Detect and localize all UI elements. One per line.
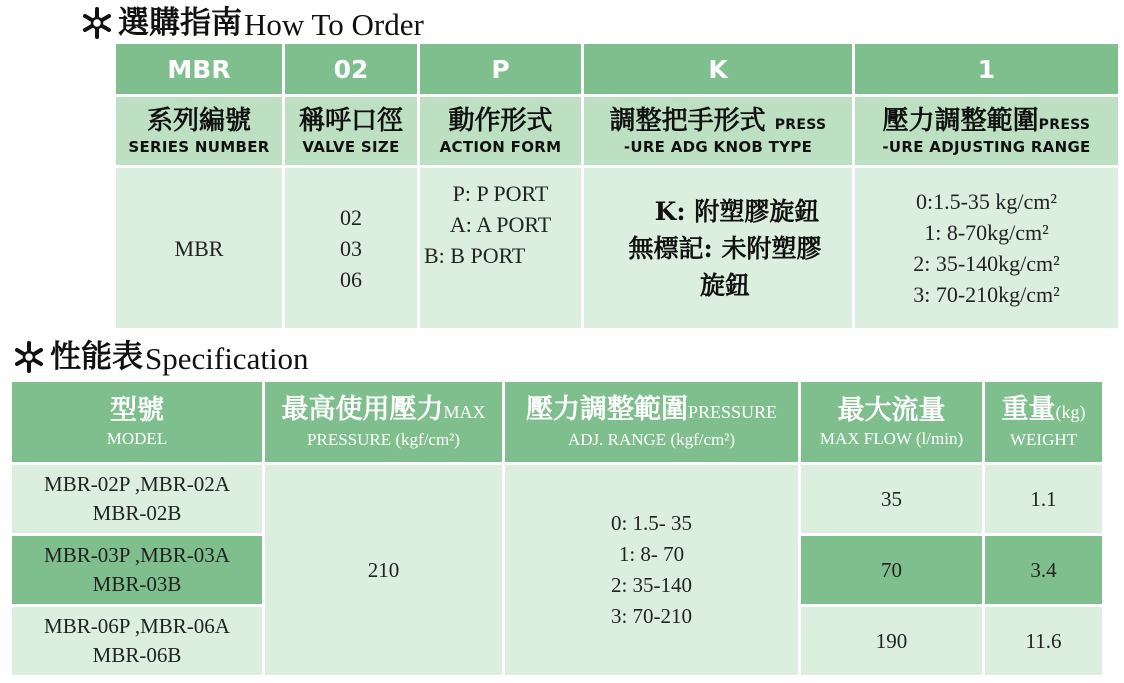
size-item: 03 [340, 235, 362, 261]
knob-item: 旋鈕 [699, 270, 750, 300]
header-pressure [855, 97, 1121, 168]
model-cell [12, 536, 265, 607]
pressure-item: 0:1.5-35 kg/cm² [915, 189, 1058, 214]
header-series-zh: 系列編號 [146, 106, 251, 136]
spec-title-en: Specification [145, 341, 309, 376]
pressure-item: 1: 8-70kg/cm² [924, 220, 1049, 245]
table-row [12, 465, 1105, 536]
model-cell [12, 607, 265, 678]
spec-header-max-pressure-en-inline: MAX [443, 402, 486, 422]
action-item: A: A PORT [449, 212, 552, 237]
model-line: MBR-02B [92, 501, 182, 525]
spec-header-adj-range-en-inline: PRESSURE [687, 402, 778, 422]
code-pressure: 1 [855, 44, 1121, 97]
header-knob-en: -URE ADG KNOB TYPE [623, 138, 813, 156]
knob-item: K: 附塑膠旋鈕 [654, 196, 820, 226]
header-knob [584, 97, 855, 168]
pressure-item: 2: 35-140kg/cm² [913, 251, 1060, 276]
weight-cell: 3.4 [985, 536, 1105, 607]
order-body-row [116, 168, 1121, 331]
spec-header-adj-range-en: ADJ. RANGE (kgf/cm²) [567, 430, 736, 449]
header-size-en: VALVE SIZE [302, 138, 400, 156]
order-table [116, 44, 1121, 331]
spec-section-title [12, 340, 309, 374]
spec-header-model-en: MODEL [106, 429, 168, 448]
knob-item: 無標記: 未附塑膠 [628, 233, 822, 263]
model-line: MBR-06B [92, 643, 182, 667]
flow-cell: 70 [801, 536, 985, 607]
flow-cell: 190 [801, 607, 985, 678]
header-knob-zh: 調整把手形式 [609, 106, 766, 136]
spec-header-max-pressure-en: PRESSURE (kgf/cm²) [307, 430, 460, 449]
pressure-item: 3: 70-210kg/cm² [913, 282, 1060, 307]
header-action-zh: 動作形式 [448, 106, 553, 136]
spec-header-max-flow [801, 382, 985, 465]
header-pressure-zh: 壓力調整範圍 [882, 106, 1039, 136]
model-line: MBR-03B [92, 572, 182, 596]
model-cell [12, 465, 265, 536]
spec-header-max-flow-zh: 最大流量 [837, 395, 946, 426]
weight-cell: 11.6 [985, 607, 1105, 678]
header-series-en: SERIES NUMBER [128, 138, 270, 156]
adj-range-item: 1: 8- 70 [618, 542, 685, 566]
spec-header-weight-zh: 重量 [1001, 394, 1056, 425]
header-pressure-en-inline: PRESS [1038, 117, 1091, 133]
order-title-en: How To Order [244, 7, 424, 42]
spec-header-max-flow-en: MAX FLOW (l/min) [819, 429, 964, 448]
model-line: MBR-03P ,MBR-03A [44, 543, 230, 567]
action-item: B: B PORT [424, 243, 526, 268]
pressure-values [855, 168, 1121, 331]
spec-table [12, 382, 1105, 678]
header-pressure-en: -URE ADJUSTING RANGE [882, 138, 1091, 156]
action-values [420, 168, 584, 331]
spec-header-model [12, 382, 265, 465]
action-item: P: P PORT [452, 181, 549, 206]
weight-cell: 1.1 [985, 465, 1105, 536]
snowflake-icon [12, 340, 46, 374]
adj-range-item: 0: 1.5- 35 [610, 511, 693, 535]
header-action-en: ACTION FORM [439, 138, 562, 156]
spec-header-adj-range-zh: 壓力調整範圍 [525, 394, 688, 425]
header-series [116, 97, 285, 168]
code-series: MBR [116, 44, 285, 97]
header-size-zh: 稱呼口徑 [298, 106, 403, 136]
order-code-row [116, 44, 1121, 97]
order-title-zh: 選購指南 [118, 5, 242, 41]
series-value: MBR [116, 168, 285, 331]
knob-values [584, 168, 855, 331]
spec-header-adj-range [505, 382, 801, 465]
spec-header-max-pressure [265, 382, 505, 465]
spec-header-weight [985, 382, 1105, 465]
max-pressure-cell: 210 [265, 465, 505, 678]
spec-header-weight-en-inline: (kg) [1055, 402, 1086, 422]
spec-header-row [12, 382, 1105, 465]
order-section-title [80, 6, 424, 40]
code-knob: K [584, 44, 855, 97]
snowflake-icon [80, 6, 114, 40]
spec-title-zh: 性能表 [50, 339, 143, 375]
size-item: 02 [340, 204, 362, 230]
size-values [285, 168, 420, 331]
adj-range-item: 2: 35-140 [610, 573, 693, 597]
header-size [285, 97, 420, 168]
code-size: 02 [285, 44, 420, 97]
code-action: P [420, 44, 584, 97]
flow-cell: 35 [801, 465, 985, 536]
spec-header-weight-en: WEIGHT [1009, 430, 1078, 449]
order-header-row [116, 97, 1121, 168]
header-action [420, 97, 584, 168]
model-line: MBR-02P ,MBR-02A [44, 472, 230, 496]
spec-header-max-pressure-zh: 最高使用壓力 [281, 394, 444, 425]
spec-header-model-zh: 型號 [110, 395, 164, 426]
header-knob-en-inline: PRESS [774, 117, 827, 133]
size-item: 06 [340, 266, 362, 292]
model-line: MBR-06P ,MBR-06A [44, 614, 230, 638]
adj-range-cell [505, 465, 801, 678]
adj-range-item: 3: 70-210 [610, 604, 693, 628]
